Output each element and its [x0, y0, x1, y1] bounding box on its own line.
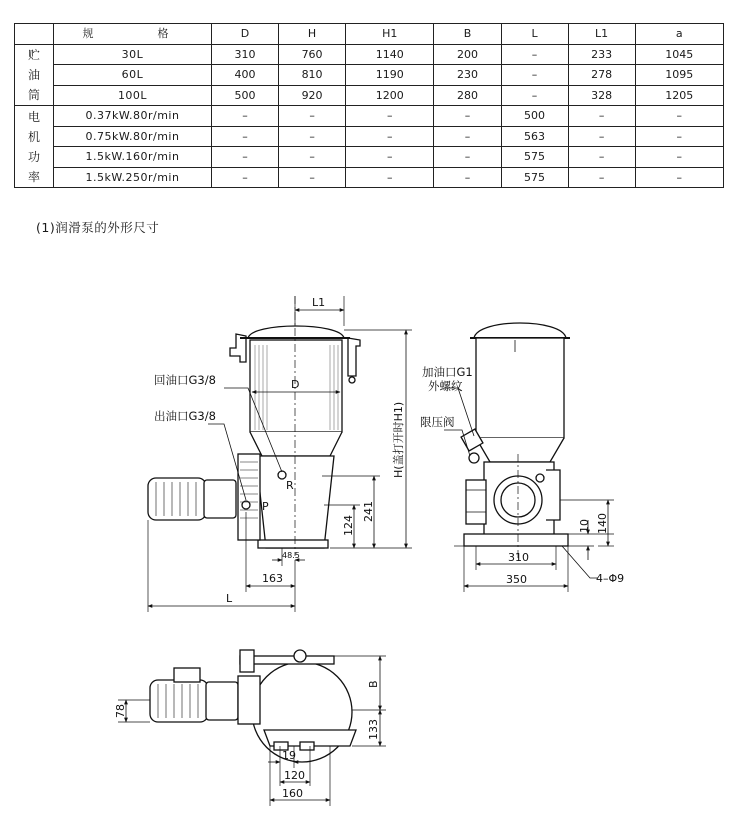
value-cell: 1140	[346, 44, 434, 65]
value-cell: 1095	[635, 65, 723, 86]
value-cell: 400	[212, 65, 279, 86]
top-valve-block	[240, 650, 254, 672]
dim-label-holes: 4–Φ9	[596, 572, 625, 585]
dim-label-78: 78	[114, 704, 127, 718]
value-cell: –	[346, 126, 434, 147]
side-tank-body	[476, 338, 564, 438]
label-fill-port: 加油口G1	[422, 365, 473, 379]
group-label-char: 率	[27, 169, 40, 184]
lid-clamp-right	[348, 338, 360, 376]
value-cell: –	[212, 106, 279, 127]
side-tank-lid	[474, 323, 566, 338]
value-cell: –	[568, 106, 635, 127]
value-cell: 200	[434, 44, 501, 65]
header-H1: H1	[346, 24, 434, 45]
side-fitting	[469, 453, 479, 463]
spec-cell: 0.37kW.80r/min	[54, 106, 212, 127]
value-cell: –	[346, 167, 434, 188]
value-cell: 920	[279, 85, 346, 106]
side-base	[464, 534, 568, 546]
group-label-char: 贮	[27, 47, 40, 62]
dim-label-L1: L1	[312, 296, 326, 309]
tank-lid	[248, 326, 344, 338]
value-cell: 1045	[635, 44, 723, 65]
value-cell: –	[212, 126, 279, 147]
dim-label-140: 140	[596, 513, 609, 534]
value-cell: –	[434, 167, 501, 188]
value-cell: –	[568, 167, 635, 188]
dim-label-L: L	[226, 592, 233, 605]
value-cell: –	[501, 44, 568, 65]
value-cell: 575	[501, 147, 568, 168]
value-cell: –	[568, 126, 635, 147]
value-cell: 810	[279, 65, 346, 86]
value-cell: –	[635, 147, 723, 168]
dim-label-19: 19	[282, 749, 296, 762]
top-motor-flange	[206, 682, 238, 720]
header-L1: L1	[568, 24, 635, 45]
label-relief-valve: 限压阀	[420, 415, 455, 429]
value-cell: 500	[212, 85, 279, 106]
dim-label-H: H(盖打开时H1)	[392, 401, 405, 478]
dim-label-B: B	[367, 680, 380, 688]
mark-R: R	[286, 479, 294, 492]
dim-label-163: 163	[262, 572, 283, 585]
value-cell: –	[434, 106, 501, 127]
dim-label-160: 160	[282, 787, 303, 800]
spec-cell: 1.5kW.250r/min	[54, 167, 212, 188]
value-cell: 760	[279, 44, 346, 65]
gearbox	[238, 454, 260, 540]
value-cell: –	[434, 147, 501, 168]
value-cell: –	[434, 126, 501, 147]
value-cell: –	[346, 106, 434, 127]
motor-flange	[204, 480, 236, 518]
group-label-char: 机	[27, 129, 40, 144]
header-B: B	[434, 24, 501, 45]
tank-funnel	[250, 432, 342, 456]
header-D: D	[212, 24, 279, 45]
motor	[148, 478, 206, 520]
clamp-knob	[349, 377, 355, 383]
value-cell: –	[279, 106, 346, 127]
side-view	[444, 323, 614, 592]
label-fill-thread: 外螺纹	[428, 379, 463, 393]
spec-cell: 100L	[54, 85, 212, 106]
value-cell: –	[279, 167, 346, 188]
spec-cell: 0.75kW.80r/min	[54, 126, 212, 147]
value-cell: –	[568, 147, 635, 168]
group-label-char: 筒	[27, 87, 40, 102]
dim-label-350: 350	[506, 573, 527, 586]
top-view	[118, 650, 386, 806]
spec-cell: 1.5kW.160r/min	[54, 147, 212, 168]
dim-label-310: 310	[508, 551, 529, 564]
side-tank-funnel	[476, 438, 564, 462]
group-label-char: 油	[27, 67, 40, 82]
group-label-char: 电	[27, 109, 40, 124]
value-cell: 500	[501, 106, 568, 127]
value-cell: 1205	[635, 85, 723, 106]
front-view	[148, 296, 412, 612]
value-cell: 1200	[346, 85, 434, 106]
mark-P: P	[262, 500, 269, 513]
header-L: L	[501, 24, 568, 45]
value-cell: –	[279, 147, 346, 168]
pump-base	[258, 540, 328, 548]
figure-caption: (1)润滑泵的外形尺寸	[36, 220, 160, 235]
value-cell: –	[501, 85, 568, 106]
spec-cell: 30L	[54, 44, 212, 65]
value-cell: 280	[434, 85, 501, 106]
side-relief-valve	[466, 480, 486, 524]
value-cell: –	[501, 65, 568, 86]
value-cell: 230	[434, 65, 501, 86]
value-cell: –	[635, 167, 723, 188]
label-return-port: 回油口G3/8	[154, 373, 216, 387]
dim-label-D: D	[291, 378, 300, 391]
value-cell: –	[635, 126, 723, 147]
value-cell: 328	[568, 85, 635, 106]
dim-label-48-5: 48.5	[282, 551, 300, 560]
value-cell: –	[279, 126, 346, 147]
dim-label-241: 241	[362, 501, 375, 522]
value-cell: 575	[501, 167, 568, 188]
value-cell: 233	[568, 44, 635, 65]
dim-label-10: 10	[578, 519, 591, 533]
header-a: a	[635, 24, 723, 45]
label-outlet-port: 出油口G3/8	[154, 409, 216, 423]
value-cell: 278	[568, 65, 635, 86]
value-cell: 310	[212, 44, 279, 65]
value-cell: 1190	[346, 65, 434, 86]
side-bracket	[546, 470, 560, 520]
top-gearbox	[238, 676, 260, 724]
dim-label-120: 120	[284, 769, 305, 782]
value-cell: –	[212, 147, 279, 168]
value-cell: 563	[501, 126, 568, 147]
top-motor	[150, 680, 208, 722]
header-H: H	[279, 24, 346, 45]
dim-label-124: 124	[342, 515, 355, 536]
spec-cell: 60L	[54, 65, 212, 86]
value-cell: –	[346, 147, 434, 168]
dim-label-133: 133	[367, 719, 380, 740]
value-cell: –	[635, 106, 723, 127]
header-spec: 规 格	[54, 24, 212, 45]
value-cell: –	[212, 167, 279, 188]
group-label-char: 功	[27, 149, 40, 164]
top-motor-box	[174, 668, 200, 682]
